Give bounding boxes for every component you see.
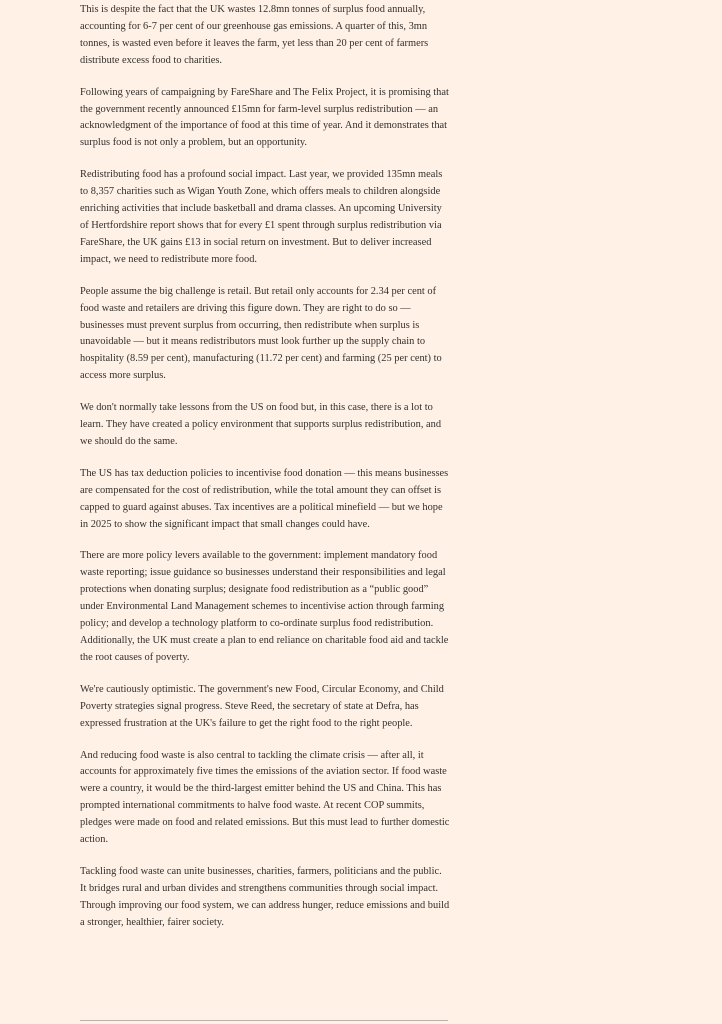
article-paragraph-10: Tackling food waste can unite businesses, charities, farmers, politicians and the public. It bridges rural and urban divides and strengthens communities through social impact. Through improving our food system, we can address hunger, reduce emissions and build a stronger, healthier, fairer society. — [80, 865, 450, 928]
article-paragraph-9: And reducing food waste is also central to tackling the climate crisis — after all, it accounts for approximately five times the emissions of the aviation sector. If food waste were a country, it would be the third-largest emitter behind the US and China. This has prompted international commitments to halve food waste. At recent COP summits, pledges were made on food and related emissions. But this must lead to further domestic action. — [80, 749, 450, 846]
article-paragraph-6: The US has tax deduction policies to incentivise food donation — this means businesses are compensated for the cost of redistribution, while the total amount they can offset is capped to guard against abuses. Tax incentives are a political minefield — but we hope in 2025 to show the significant impact that small changes could have. — [80, 467, 449, 530]
article-paragraph-5: We don't normally take lessons from the US on food but, in this case, there is a lot to learn. They have created a policy environment that supports surplus redistribution, and we should do the same. — [80, 402, 442, 447]
article-paragraph-2: Following years of campaigning by FareShare and The Felix Project, it is promising that the government recently announced £15mn for farm-level surplus redistribution — an acknowledgment of the importance of food at this time of year. And it demonstrates that surplus food is not only a problem, but an opportunity. — [80, 86, 449, 149]
article-body — [80, 2, 450, 947]
article-paragraph-3: Redistributing food has a profound social impact. Last year, we provided 135mn meals to 8,357 charities such as Wigan Youth Zone, which offers meals to children alongside enriching activities that include basketball and drama classes. An upcoming University of Hertfordshire report shows that for every £1 spent through surplus redistribution via FareShare, the UK gains £13 in social return on investment. But to deliver increased impact, we need to redistribute more food. — [80, 169, 443, 265]
article-divider — [80, 1020, 448, 1021]
article-paragraph-7: There are more policy levers available to the government: implement mandatory food waste reporting; issue guidance so businesses understand their responsibilities and legal protections when donating surplus; designate food redistribution as a “public good” under Environmental Land Management schemes to incentivise action through farming policy; and develop a technology platform to co-ordinate surplus food redistribution. Additionally, the UK must create a plan to end reliance on charitable food aid and tackle the root causes of poverty. — [80, 550, 449, 663]
article-paragraph-4: People assume the big challenge is retail. But retail only accounts for 2.34 per cent of food waste and retailers are driving this figure down. They are right to do so — businesses must prevent surplus from occurring, then redistribute when surplus is unavoidable — but it means redistributors must look further up the supply chain to hospitality (8.59 per cent), manufacturing (11.72 per cent) and farming (25 per cent) to access more surplus. — [80, 285, 442, 382]
article-paragraph-8: We're cautiously optimistic. The government's new Food, Circular Economy, and Child Poverty strategies signal progress. Steve Reed, the secretary of state at Defra, has expressed frustration at the UK's failure to get the right food to the right people. — [80, 683, 444, 729]
article-paragraph-1: This is despite the fact that the UK wastes 12.8mn tonnes of surplus food annually, accounting for 6-7 per cent of our greenhouse gas emissions. A quarter of this, 3mn tonnes, is wasted even before it leaves the farm, yet less than 20 per cent of farmers distribute excess food to charities. — [80, 4, 429, 66]
